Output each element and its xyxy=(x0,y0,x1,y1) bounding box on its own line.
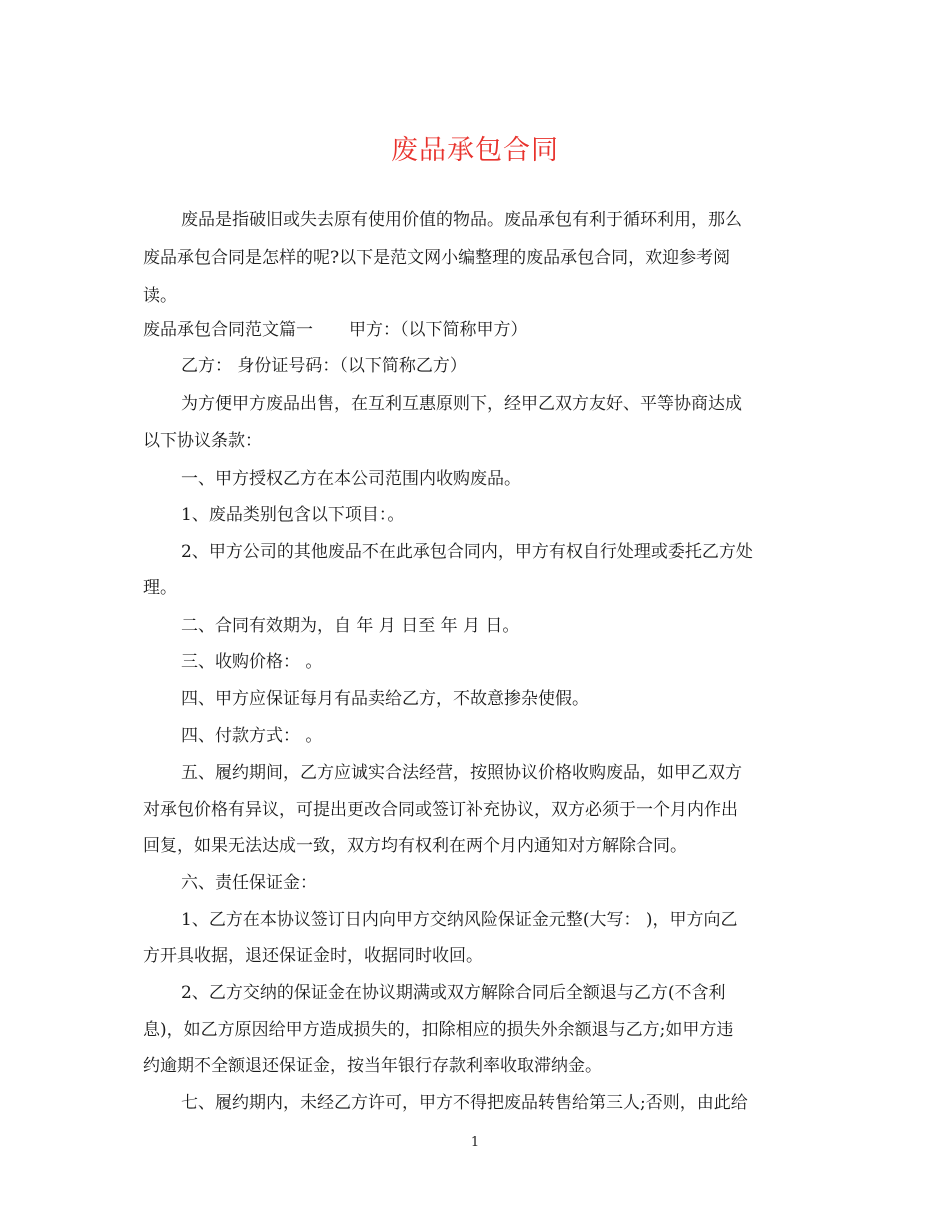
clause-line: 2、乙方交纳的保证金在协议期满或双方解除合同后全额退与乙方(不含利 xyxy=(181,983,726,1003)
clause-line: 四、甲方应保证每月有品卖给乙方，不故意掺杂使假。 xyxy=(181,689,589,709)
paragraph-line: 读。 xyxy=(143,286,177,306)
paragraph-line: 废品承包合同是怎样的呢?以下是范文网小编整理的废品承包合同，欢迎参考阅 xyxy=(143,248,731,268)
clause-line: 2、甲方公司的其他废品不在此承包合同内，甲方有权自行处理或委托乙方处 xyxy=(181,542,753,562)
paragraph-line: 废品是指破旧或失去原有使用价值的物品。废品承包有利于循环利用，那么 xyxy=(181,210,742,230)
page-number: 1 xyxy=(470,1135,480,1150)
clause-line: 五、履约期间，乙方应诚实合法经营，按照协议价格收购废品，如甲乙双方 xyxy=(181,763,742,783)
section-heading: 废品承包合同范文篇一 xyxy=(143,320,313,340)
clause-line: 理。 xyxy=(143,578,177,598)
clause-line: 一、甲方授权乙方在本公司范围内收购废品。 xyxy=(181,469,521,489)
clause-line: 四、付款方式： 。 xyxy=(181,726,323,746)
section-heading-line xyxy=(143,318,823,342)
document-title: 废品承包合同 xyxy=(391,135,559,166)
paragraph-line: 以下协议条款： xyxy=(143,431,262,451)
clause-line: 回复，如果无法达成一致，双方均有权利在两个月内通知对方解除合同。 xyxy=(143,836,687,856)
clause-line: 二、合同有效期为，自 年 月 日至 年 月 日。 xyxy=(181,616,520,636)
clause-line: 三、收购价格： 。 xyxy=(181,652,323,672)
clause-line: 1、废品类别包含以下项目：。 xyxy=(181,505,405,525)
clause-line: 七、履约期内，未经乙方许可，甲方不得把废品转售给第三人;否则，由此给 xyxy=(181,1093,748,1113)
paragraph-line: 为方便甲方废品出售，在互利互惠原则下，经甲乙双方友好、平等协商达成 xyxy=(181,394,742,414)
clause-line: 六、责任保证金： xyxy=(181,873,317,893)
clause-line: 约逾期不全额退还保证金，按当年银行存款利率收取滞纳金。 xyxy=(143,1056,602,1076)
party-a-line: 甲方：（以下简称甲方） xyxy=(349,320,528,340)
clause-line: 方开具收据，退还保证金时，收据同时收回。 xyxy=(143,946,483,966)
party-b-line: 乙方： 身份证号码：（以下简称乙方） xyxy=(181,356,467,376)
clause-line: 对承包价格有异议，可提出更改合同或签订补充协议，双方必须于一个月内作出 xyxy=(143,800,738,820)
clause-line: 1、乙方在本协议签订日内向甲方交纳风险保证金元整(大写： )，甲方向乙 xyxy=(181,910,738,930)
clause-line: 息)，如乙方原因给甲方造成损失的，扣除相应的损失外余额退与乙方;如甲方违 xyxy=(143,1020,734,1040)
